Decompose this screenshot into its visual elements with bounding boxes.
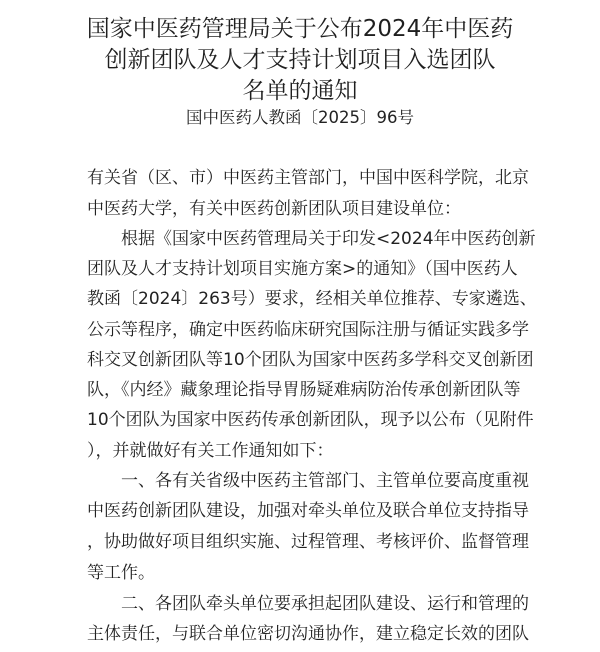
document-number: 国中医药人教函〔2025〕96号	[186, 108, 414, 127]
body-line: 中医药大学，有关中医药创新团队项目建设单位：	[87, 199, 461, 219]
document-title-line-1: 国家中医药管理局关于公布2024年中医药	[86, 16, 514, 42]
body-line: 主体责任，与联合单位密切沟通协作，建立稳定长效的团队	[87, 624, 529, 644]
body-line: 一、各有关省级中医药主管部门、主管单位要高度重视	[121, 471, 529, 491]
body-line: 中医药创新团队建设，加强对牵头单位及联合单位支持指导	[87, 501, 529, 521]
body-line: 公示等程序，确定中医药临床研究国际注册与循证实践多学	[87, 320, 529, 340]
document-title-line-3: 名单的通知	[242, 78, 358, 104]
body-line: 10个团队为国家中医药传承创新团队，现予以公布（见附件	[87, 410, 534, 430]
body-line: 教函〔2024〕263号）要求，经相关单位推荐、专家遴选、	[87, 289, 537, 309]
document-title-line-2: 创新团队及人才支持计划项目入选团队	[104, 47, 496, 73]
body-line: 有关省（区、市）中医药主管部门，中国中医科学院，北京	[87, 168, 529, 188]
body-line: 二、各团队牵头单位要承担起团队建设、运行和管理的	[121, 594, 529, 614]
body-line: ），并就做好有关工作通知如下：	[87, 441, 334, 461]
body-line: 根据《国家中医药管理局关于印发<2024年中医药创新	[121, 229, 536, 249]
body-line: 团队及人才支持计划项目实施方案>的通知》（国中医药人	[87, 259, 518, 279]
body-line: 科交叉创新团队等10个团队为国家中医药多学科交叉创新团	[87, 350, 534, 370]
body-line: 队，《内经》藏象理论指导胃肠疑难病防治传承创新团队等	[87, 380, 521, 400]
body-line: ，协助做好项目组织实施、过程管理、考核评价、监督管理	[87, 532, 529, 552]
body-line: 等工作。	[87, 563, 155, 583]
